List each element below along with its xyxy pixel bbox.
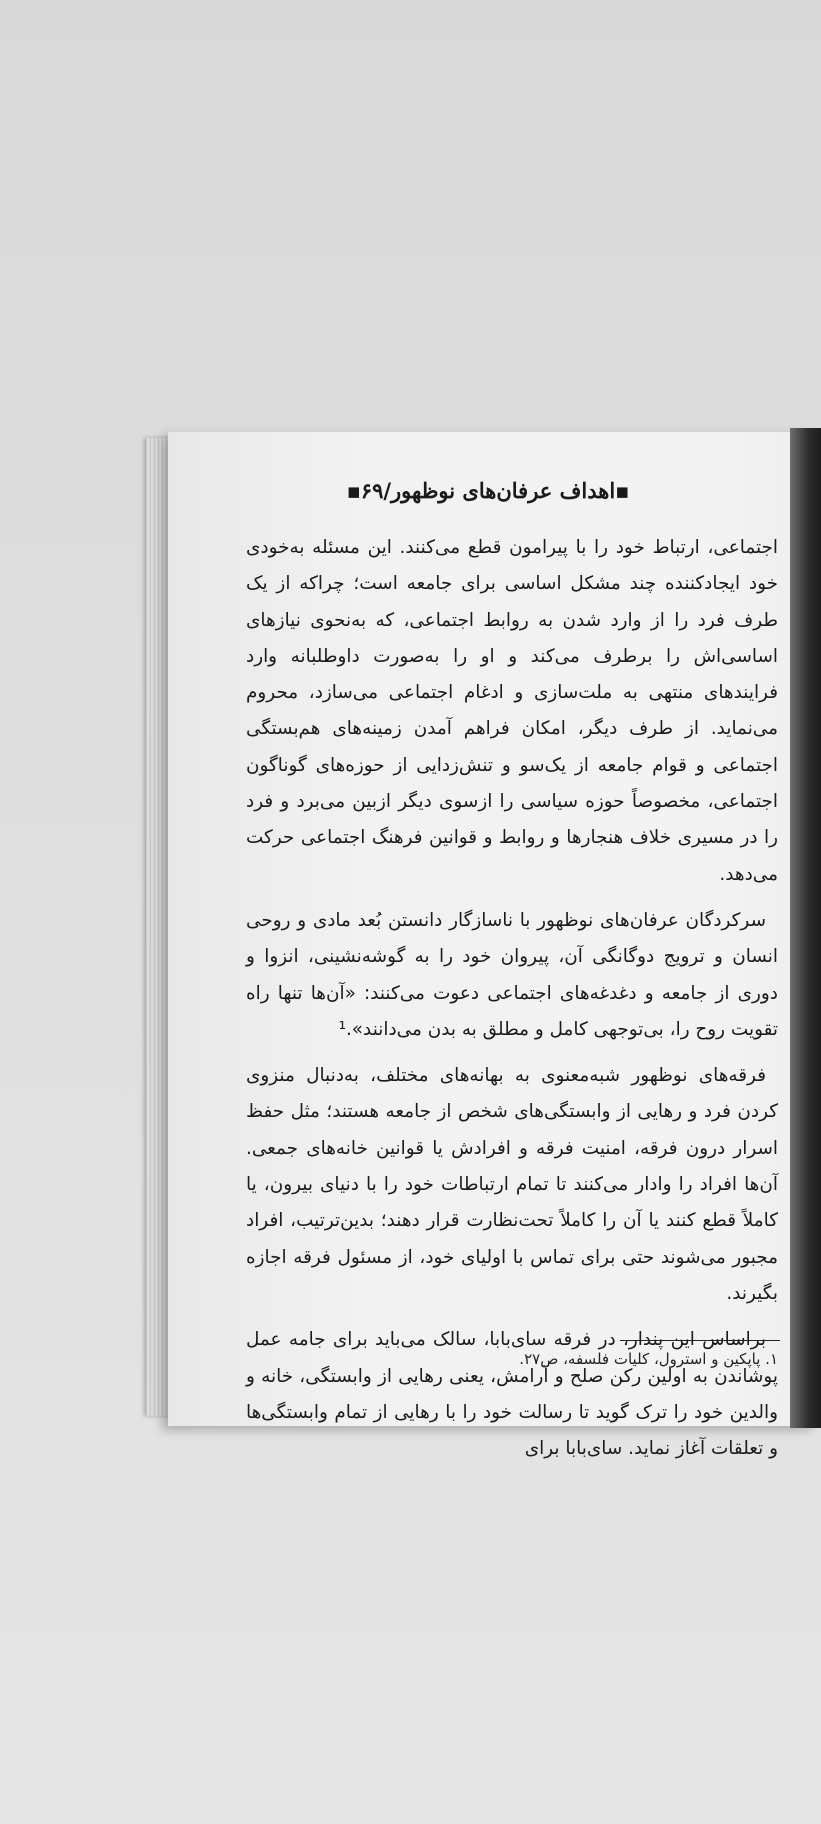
page-header: ▪اهداف عرفان‌های نوظهور/۶۹▪ bbox=[346, 478, 630, 503]
paragraph: براساس این پندار، در فرقه سای‌بابا، سالک می‌باید برای جامه عمل پوشاندن به اولین رکن صلح و آرامش، یعنی رهایی از وابستگی، خانه و والدین خود را ترک گوید تا رسالت خود را با رهایی از تمام وابستگی‌ها و تعلقات آغاز نماید. سای‌بابا برای bbox=[246, 1329, 778, 1460]
paragraph: سرکردگان عرفان‌های نوظهور با ناسازگار دانستن بُعد مادی و روحی انسان و ترویج دوگانگی آن، پیروان خود را به گوشه‌نشینی، انزوا و دوری از جامعه و دغدغه‌های اجتماعی دعوت می‌کنند: «آن‌ها تنها راه تقویت روح را، بی‌توجهی کامل و مطلق به بدن می‌دانند».¹ bbox=[246, 909, 778, 1040]
footnote-divider bbox=[620, 1340, 780, 1341]
book-spine bbox=[790, 428, 821, 1428]
paragraph: فرقه‌های نوظهور شبه‌معنوی به بهانه‌های مختلف، به‌دنبال منزوی کردن فرد و رهایی از وابستگی‌های شخص از جامعه هستند؛ مثل حفظ اسرار درون فرقه، امنیت فرقه و افرادش یا قوانین خانه‌های جمعی. آن‌ها افراد را وادار می‌کنند تا تمام ارتباطات خود را با دنیای بیرون، یا کاملاً قطع کنند یا آن را کاملاً تحت‌نظارت قرار دهند؛ بدین‌ترتیب، افراد مجبور می‌شوند حتی برای تماس با اولیای خود، از مسئول فرقه اجازه بگیرند. bbox=[246, 1065, 778, 1304]
paragraph: اجتماعی، ارتباط خود را با پیرامون قطع می‌کنند. این مسئله به‌خودی خود ایجادکننده چند مشکل اساسی برای جامعه است؛ چراکه از یک طرف فرد را از وارد شدن به روابط اجتماعی، که به‌نحوی نیازهای اساسی‌اش را برطرف می‌کند و او را به‌صورت داوطلبانه وارد فرایندهای منتهی به ملت‌سازی و ادغام اجتماعی می‌سازد، محروم می‌نماید. از طرف دیگر، امکان فراهم آمدن زمینه‌های هم‌بستگی اجتماعی و قوام جامعه از یک‌سو و تنش‌زدایی از حوزه‌های گوناگون اجتماعی، مخصوصاً حوزه سیاسی را ازسوی دیگر ازبین می‌برد و فرد را در مسیری خلاف هنجارها و روابط و قوانین فرهنگ اجتماعی حرکت می‌دهد. bbox=[246, 537, 778, 885]
footnote: ۱. پاپکین و استرول، کلیات فلسفه، ص۲۷. bbox=[519, 1350, 778, 1368]
page-body bbox=[246, 530, 778, 1477]
